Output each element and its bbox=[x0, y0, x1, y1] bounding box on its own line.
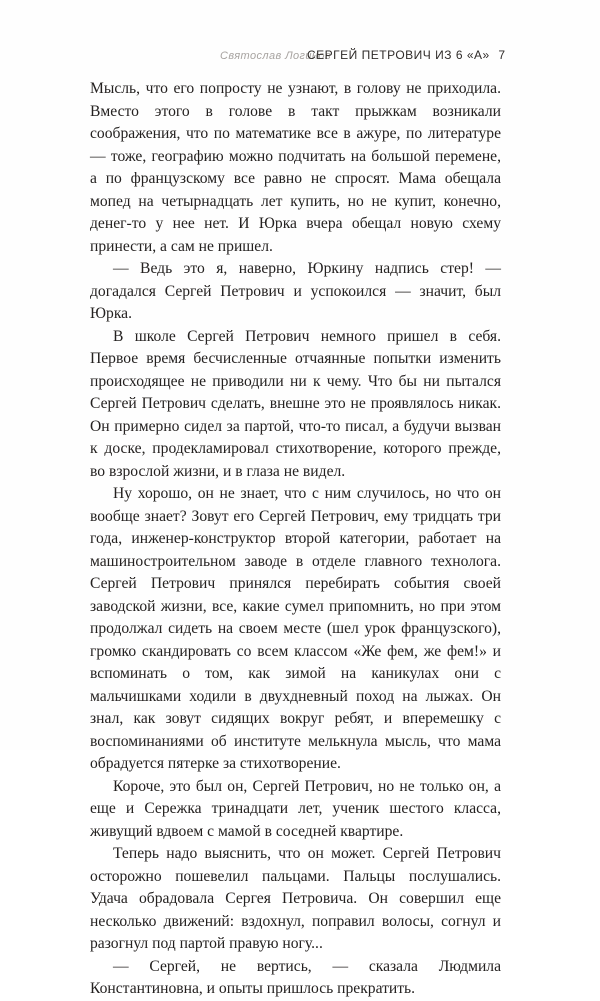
paragraph: Ну хорошо, он не знает, что с ним случилось, но что он вообще знает? Зовут его Сергей Петрович, ему тридцать три года, инженер-конструктор второй категории, работает на машиностроительном заводе в отделе главного технолога. Сергей Петрович принялся перебирать события своей заводской жизни, все, какие сумел припомнить, но при этом продолжал сидеть на своем месте (шел урок французского), громко скандировать со всем классом «Же фем, же фем!» и вспоминать о том, как зимой на каникулах они с мальчишками ходили в двухдневный поход на лыжах. Он знал, как зовут сидящих вокруг ребят, и вперемешку с воспоминаниями об институте мелькнула мысль, что мама обрадуется пятерке за стихотворение. bbox=[90, 485, 501, 772]
paragraph: В школе Сергей Петрович немного пришел в себя. Первое время бесчисленные отчаянные попытки изменить происходящее не приводили ни к чему. Что бы ни пытался Сергей Петрович сделать, внешне это не проявлялось никак. Он примерно сидел за партой, что-то писал, а будучи вызван к доске, продекламировал стихотворение, которого прежде, во взрослой жизни, и в глаза не видел. bbox=[90, 327, 501, 480]
paragraph: Короче, это был он, Сергей Петрович, но не только он, а еще и Сережка тринадцати лет, ученик шестого класса, живущий вдвоем с мамой в соседней квартире. bbox=[90, 777, 501, 840]
page-number: 7 bbox=[498, 48, 505, 62]
paragraph: Теперь надо выяснить, что он может. Сергей Петрович осторожно пошевелил пальцами. Пальцы послушались. Удача обрадовала Сергея Петровича. Он совершил еще несколько движений: вздохнул, поправил волосы, согнул и разогнул под партой правую ногу... bbox=[90, 845, 501, 952]
body-text bbox=[90, 78, 501, 1001]
paragraph: Мысль, что его попросту не узнают, в голову не приходила. Вместо этого в голове в такт прыжкам возникали соображения, что по математике все в ажуре, по литературе — тоже, географию можно подчитать на большой перемене, а по французскому все равно не спросят. Мама обещала мопед на четырнадцать лет купить, но не купит, конечно, денег-то у нее нет. И Юрка вчера обещал новую схему принести, а сам не пришел. bbox=[90, 80, 501, 255]
header-author: Святослав Логинов bbox=[220, 50, 332, 62]
paragraph: — Ведь это я, наверно, Юркину надпись стер! — догадался Сергей Петрович и успокоился — значит, был Юрка. bbox=[90, 260, 501, 322]
paragraph: — Сергей, не вертись, — сказала Людмила Константиновна, и опыты пришлось прекратить. bbox=[90, 957, 501, 997]
header-title: СЕРГЕЙ ПЕТРОВИЧ ИЗ 6 «А» bbox=[307, 48, 490, 62]
running-header bbox=[220, 45, 505, 65]
